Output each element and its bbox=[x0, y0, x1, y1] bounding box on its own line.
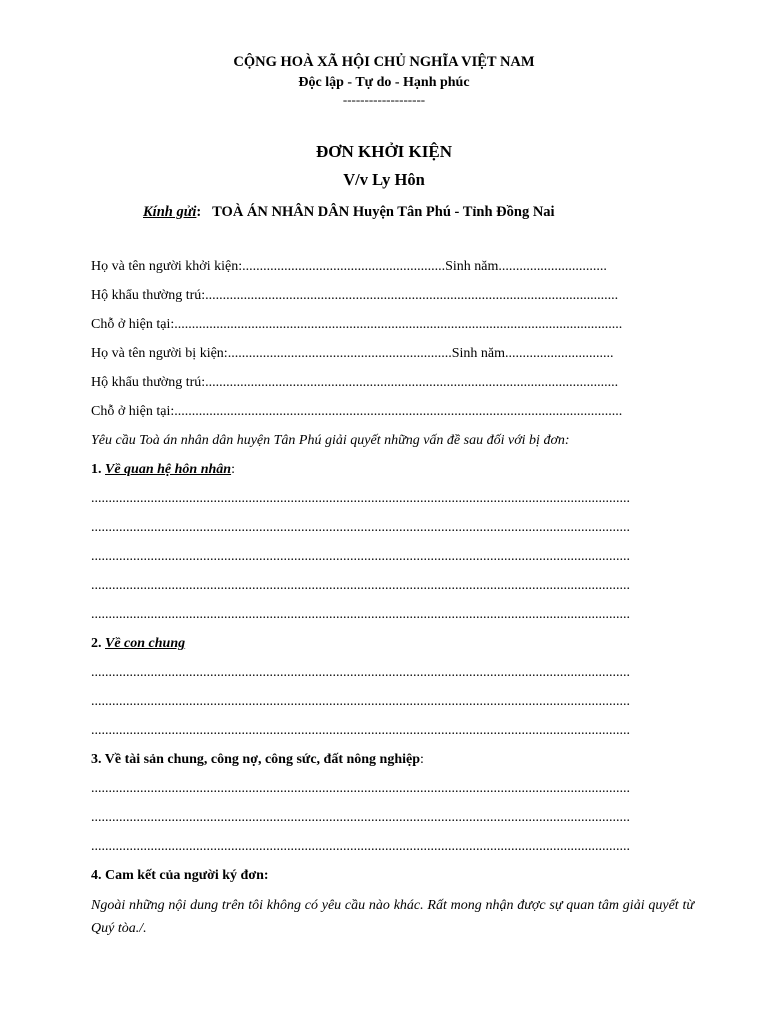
section-3-suffix: : bbox=[420, 752, 424, 767]
section-1-suffix: : bbox=[231, 462, 235, 477]
recipient-label: Kính gửi bbox=[143, 204, 197, 220]
header-divider: ------------------- bbox=[342, 92, 426, 107]
dotted-line: .......................................................................................................................................................... bbox=[91, 549, 630, 564]
section-2-title: Về con chung bbox=[105, 636, 186, 651]
defendant-address-field: Chỗ ở hiện tại:................................................................................................................................ bbox=[91, 404, 623, 419]
section-1-heading bbox=[91, 460, 695, 480]
section-4-heading: 4. Cam kết của người ký đơn: bbox=[91, 868, 269, 883]
section-2-heading bbox=[91, 634, 695, 654]
request-text: Yêu cầu Toà án nhân dân huyện Tân Phú giải quyết những vấn đề sau đối với bị đơn: bbox=[91, 433, 570, 448]
dotted-line: .......................................................................................................................................................... bbox=[91, 491, 630, 506]
dotted-line: .......................................................................................................................................................... bbox=[91, 810, 630, 825]
section-3-title: 3. Về tài sản chung, công nợ, công sức, đất nông nghiệp bbox=[91, 752, 421, 767]
dotted-line: .......................................................................................................................................................... bbox=[91, 839, 630, 854]
nation-header: CỘNG HOÀ XÃ HỘI CHỦ NGHĨA VIỆT NAM bbox=[233, 54, 535, 70]
recipient-colon: : bbox=[196, 204, 202, 220]
recipient-line bbox=[143, 204, 555, 221]
recipient-value: TOÀ ÁN NHÂN DÂN Huyện Tân Phú - Tỉnh Đồng Nai bbox=[212, 204, 555, 220]
section-3-heading bbox=[91, 750, 695, 770]
dotted-line: .......................................................................................................................................................... bbox=[91, 665, 630, 680]
plaintiff-name-field: Họ và tên người khởi kiện:..........................................................Sinh năm............................... bbox=[91, 259, 607, 274]
dotted-line: .......................................................................................................................................................... bbox=[91, 723, 630, 738]
plaintiff-address-field: Chỗ ở hiện tại:................................................................................................................................ bbox=[91, 317, 623, 332]
document-subtitle: V/v Ly Hôn bbox=[343, 170, 425, 189]
defendant-residence-field: Hộ khẩu thường trú:...................................................................................................................... bbox=[91, 375, 619, 390]
closing-paragraph: Ngoài những nội dung trên tôi không có yêu cầu nào khác. Rất mong nhận được sự quan tâm giải quyết từ Quý tòa./. bbox=[91, 898, 694, 936]
dotted-line: .......................................................................................................................................................... bbox=[91, 781, 630, 796]
dotted-line: .......................................................................................................................................................... bbox=[91, 607, 630, 622]
section-1-title: Về quan hệ hôn nhân bbox=[105, 462, 232, 477]
dotted-line: .......................................................................................................................................................... bbox=[91, 694, 630, 709]
defendant-name-field: Họ và tên người bị kiện:................................................................Sinh năm............................... bbox=[91, 346, 614, 361]
dotted-line: .......................................................................................................................................................... bbox=[91, 578, 630, 593]
plaintiff-residence-field: Hộ khẩu thường trú:...................................................................................................................... bbox=[91, 288, 619, 303]
section-2-number: 2. bbox=[91, 636, 105, 651]
document-title: ĐƠN KHỞI KIỆN bbox=[315, 142, 453, 161]
motto: Độc lập - Tự do - Hạnh phúc bbox=[298, 75, 470, 90]
dotted-line: .......................................................................................................................................................... bbox=[91, 520, 630, 535]
section-1-number: 1. bbox=[91, 462, 105, 477]
